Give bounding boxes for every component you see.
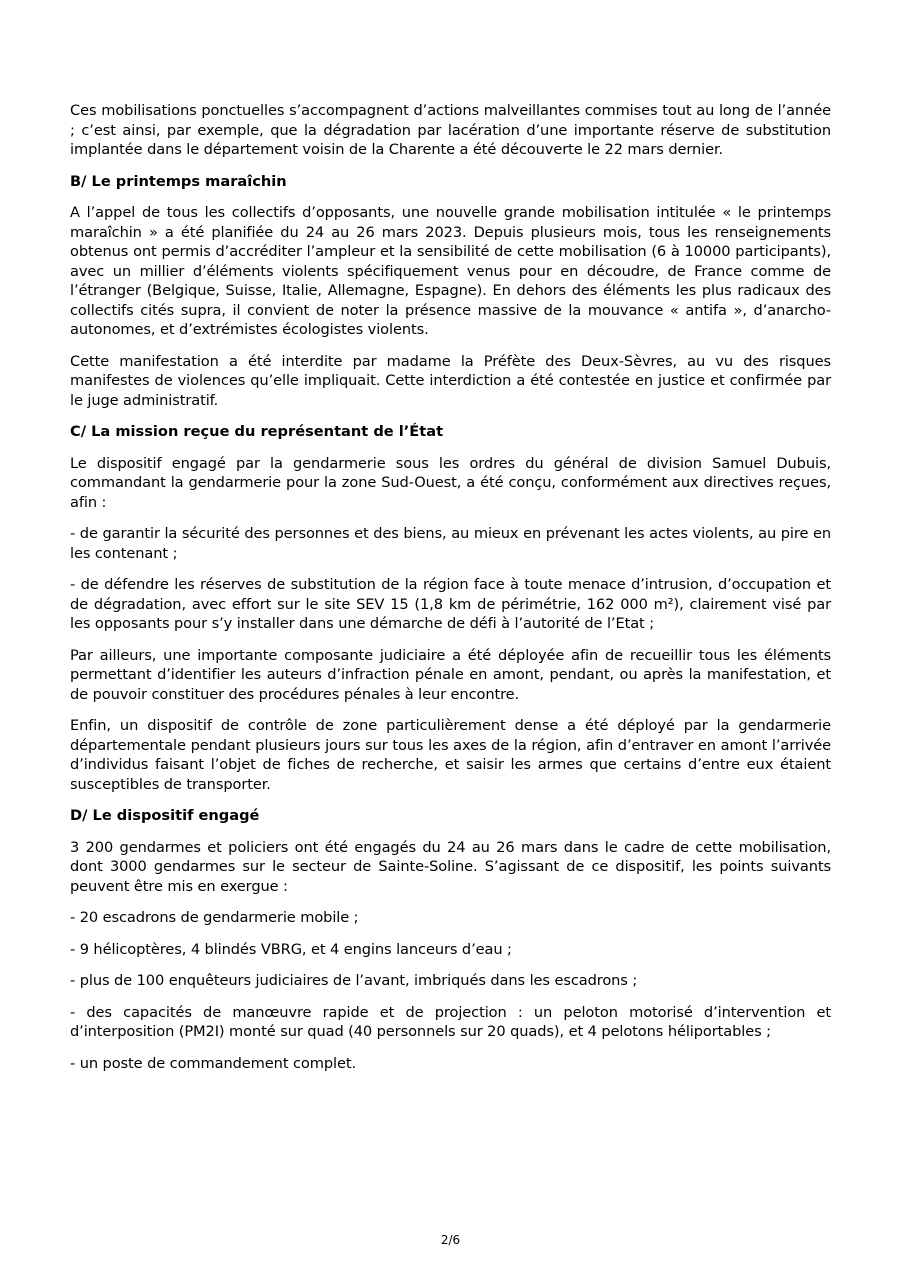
section-c-heading: C/ La mission reçue du représentant de l’État [70, 423, 444, 440]
section-d-list-item: - des capacités de manœuvre rapide et de projection : un peloton motorisé d’intervention et d’interposition (PM2I) monté sur quad (40 personnels sur 20 quads), et 4 pelotons héliportables ; [70, 1003, 831, 1040]
section-d-list-item: - plus de 100 enquêteurs judiciaires de l’avant, imbriqués dans les escadrons ; [70, 972, 638, 989]
section-b-paragraph-1: A l’appel de tous les collectifs d’opposants, une nouvelle grande mobilisation intitulée « le printemps maraîchin » a été planifiée du 24 au 26 mars 2023. Depuis plusieurs mois, tous les renseignements obtenus ont permis d’accréditer l’ampleur et la sensibilité de cette mobilisation (6 à 10000 participants), avec un millier d’éléments violents spécifiquement venus pour en découdre, de France comme de l’étranger (Belgique, Suisse, Italie, Allemagne, Espagne). En dehors des éléments les plus radicaux des collectifs cités supra, il convient de noter la présence massive de la mouvance « antifa », d’anarcho-autonomes, et d’extrémistes écologistes violents. [70, 204, 831, 338]
document-body [70, 101, 831, 1085]
section-b-paragraph-2: Cette manifestation a été interdite par madame la Préfète des Deux-Sèvres, au vu des risques manifestes de violences qu’elle impliquait. Cette interdiction a été contestée en justice et confirmée par le juge administratif. [70, 352, 831, 409]
page-number: 2/6 [440, 1233, 461, 1247]
section-c-list-item-2: - de défendre les réserves de substitution de la région face à toute menace d’intrusion, d’occupation et de dégradation, avec effort sur le site SEV 15 (1,8 km de périmétrie, 162 000 m²), clairement visé par les opposants pour s’y installer dans une démarche de défi à l’autorité de l’Etat ; [70, 576, 831, 632]
section-d-list-item: - 9 hélicoptères, 4 blindés VBRG, et 4 engins lanceurs d’eau ; [70, 940, 512, 958]
section-b-heading: B/ Le printemps maraîchin [70, 172, 287, 190]
section-c-paragraph-3: Enfin, un dispositif de contrôle de zone particulièrement dense a été déployé par la gendarmerie départementale pendant plusieurs jours sur tous les axes de la région, afin d’entraver en amont l’arrivée d’individus faisant l’objet de fiches de recherche, et saisir les armes que certains d’entre eux étaient susceptibles de transporter. [70, 717, 831, 793]
section-c-paragraph-2: Par ailleurs, une importante composante judiciaire a été déployée afin de recueillir tous les éléments permettant d’identifier les auteurs d’infraction pénale en amont, pendant, ou après la manifestation, et de pouvoir constituer des procédures pénales à leur encontre. [70, 646, 831, 703]
section-d-paragraph-1: 3 200 gendarmes et policiers ont été engagés du 24 au 26 mars dans le cadre de cette mobilisation, dont 3000 gendarmes sur le secteur de Sainte-Soline. S’agissant de ce dispositif, les points suivants peuvent être mis en exergue : [70, 838, 831, 895]
section-c-list-item-1: - de garantir la sécurité des personnes et des biens, au mieux en prévenant les actes violents, au pire en les contenant ; [70, 525, 831, 562]
section-d-list-item: - un poste de commandement complet. [70, 1054, 357, 1072]
section-d-list-item: - 20 escadrons de gendarmerie mobile ; [70, 909, 359, 926]
intro-paragraph: Ces mobilisations ponctuelles s’accompagnent d’actions malveillantes commises tout au long de l’année ; c’est ainsi, par exemple, que la dégradation par lacération d’une importante réserve de substitution implantée dans le département voisin de la Charente a été découverte le 22 mars dernier. [70, 102, 831, 158]
section-d-heading: D/ Le dispositif engagé [70, 807, 260, 824]
section-c-paragraph-1: Le dispositif engagé par la gendarmerie sous les ordres du général de division Samuel Dubuis, commandant la gendarmerie pour la zone Sud-Ouest, a été conçu, conformément aux directives reçues, afin : [70, 454, 831, 511]
